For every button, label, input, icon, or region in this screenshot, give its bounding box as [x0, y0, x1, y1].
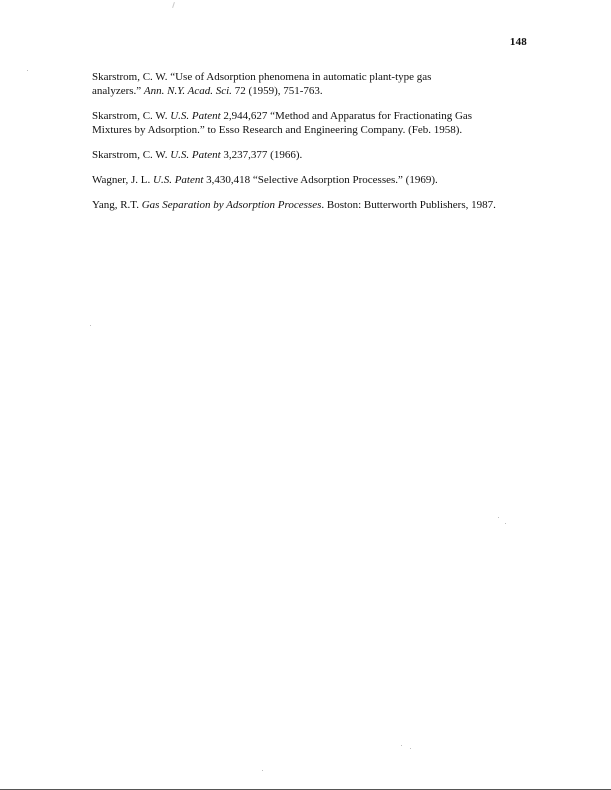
- reference-item: [92, 148, 528, 162]
- scan-speck: [401, 745, 402, 746]
- reference-text: analyzers.”: [92, 85, 144, 97]
- scan-speck: [410, 748, 411, 749]
- reference-line: Mixtures by Adsorption.” to Esso Research and Engineering Company. (Feb. 1958).: [92, 124, 463, 136]
- reference-author: Wagner, J. L.: [92, 174, 153, 186]
- reference-text: 2,944,627 “Method and Apparatus for Fractionating Gas: [220, 110, 473, 122]
- scan-speck: [90, 325, 91, 326]
- reference-line: Skarstrom, C. W. “Use of Adsorption phenomena in automatic plant-type gas: [92, 71, 432, 83]
- reference-text: 3,237,377 (1966).: [220, 149, 303, 161]
- patent-label: U.S. Patent: [170, 110, 221, 122]
- scan-speck: [498, 517, 499, 518]
- scan-speck: [505, 523, 506, 524]
- scan-artifact: [172, 2, 175, 8]
- reference-list: [92, 70, 528, 223]
- scan-speck: [27, 70, 28, 71]
- reference-author: Skarstrom, C. W.: [92, 110, 171, 122]
- page-number: 148: [509, 36, 527, 48]
- patent-label: U.S. Patent: [153, 174, 204, 186]
- reference-text: 72 (1959), 751-763.: [231, 85, 323, 97]
- reference-item: [92, 173, 528, 187]
- journal-title: Ann. N.Y. Acad. Sci.: [143, 85, 232, 97]
- scan-speck: [262, 770, 263, 771]
- reference-text: . Boston: Butterworth Publishers, 1987.: [321, 199, 496, 211]
- reference-item: [92, 70, 528, 98]
- reference-line: [92, 109, 528, 123]
- reference-item: [92, 109, 528, 137]
- reference-item: [92, 198, 528, 212]
- reference-line: [92, 84, 528, 98]
- reference-text: 3,430,418 “Selective Adsorption Processes.” (1969).: [203, 174, 438, 186]
- patent-label: U.S. Patent: [170, 149, 221, 161]
- book-title: Gas Separation by Adsorption Processes: [141, 199, 322, 211]
- reference-author: Skarstrom, C. W.: [92, 149, 171, 161]
- reference-author: Yang, R.T.: [92, 199, 142, 211]
